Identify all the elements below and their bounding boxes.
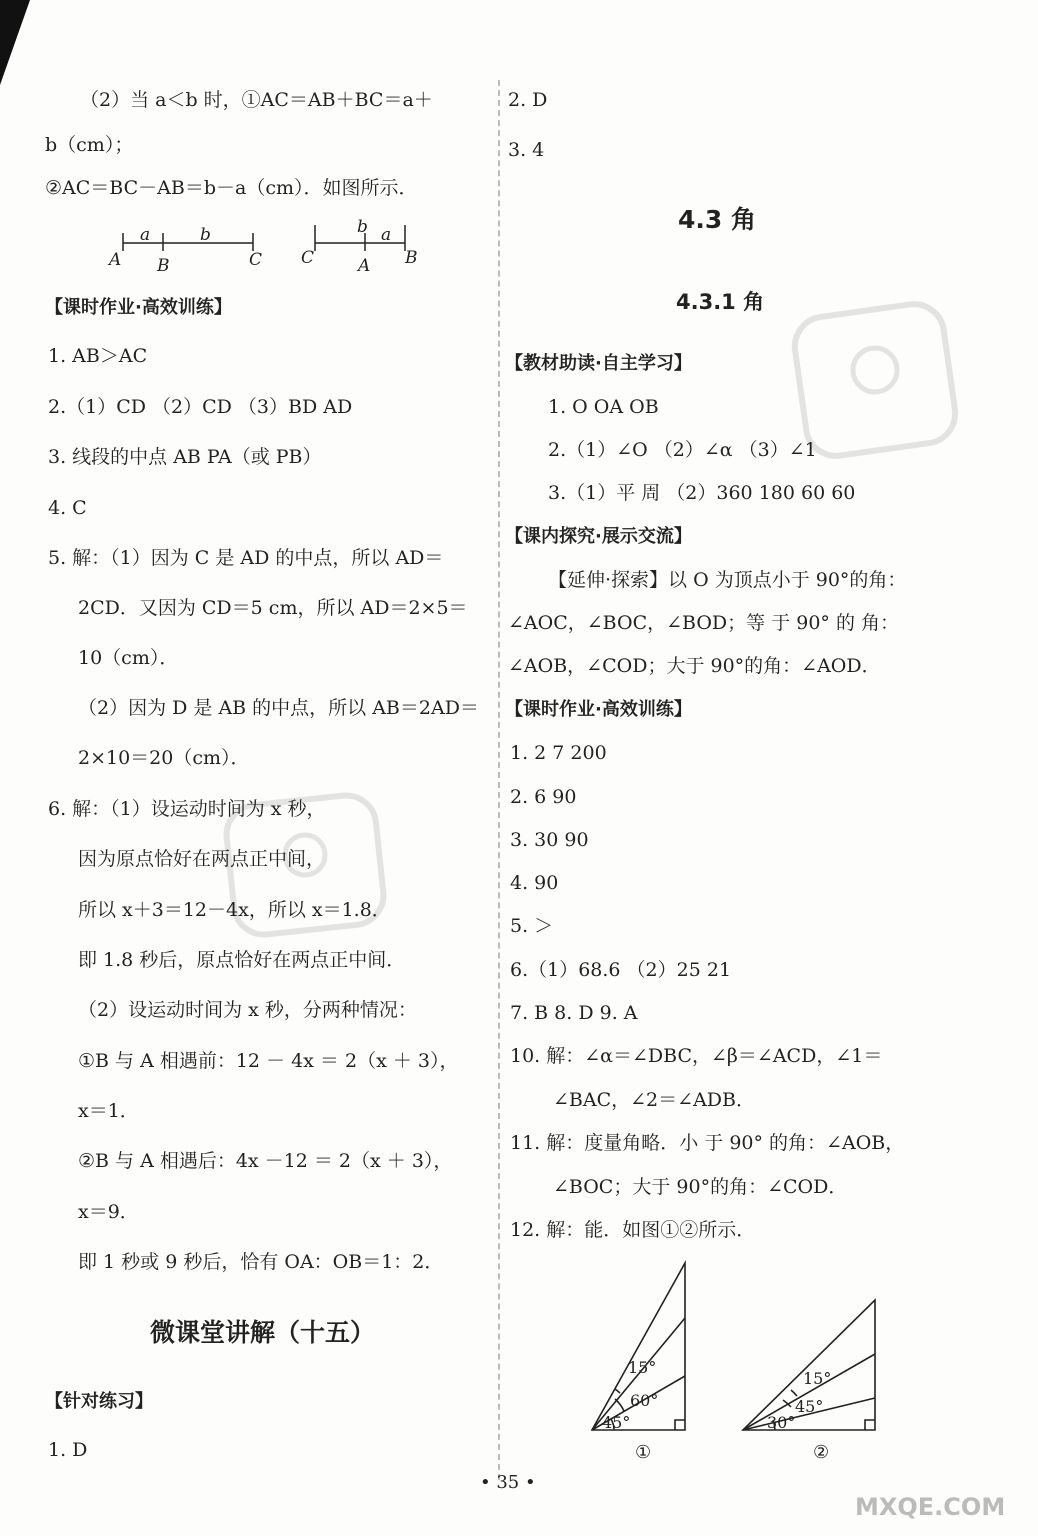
answer-line: 3. 4 xyxy=(508,139,545,161)
answer-line: 2.（1）∠O （2）∠α （3）∠1 xyxy=(548,439,817,461)
answer-line: ∠AOB，∠COD；大于 90°的角：∠AOD． xyxy=(508,655,881,677)
answer-line: 5. ＞ xyxy=(510,915,554,937)
label-b: b xyxy=(200,225,211,245)
section-heading: 【课时作业·高效训练】 xyxy=(45,297,232,318)
text-line: （2）当 a＜b 时，①AC＝AB＋BC＝a＋ xyxy=(80,89,433,111)
answer-line: 所以 x＋3＝12－4x，所以 x＝1.8． xyxy=(78,899,391,921)
angle-15: 15° xyxy=(803,1369,832,1388)
text-line: ②AC＝BC－AB＝b－a（cm）．如图所示． xyxy=(45,177,418,199)
angle-45: 45° xyxy=(795,1397,824,1416)
answer-line: 1. D xyxy=(48,1439,88,1461)
section-heading: 【课内探究·展示交流】 xyxy=(505,526,692,547)
label-A: A xyxy=(358,256,371,276)
answer-line: ②B 与 A 相遇后：4x －12 ＝ 2（x ＋ 3）， xyxy=(78,1150,453,1172)
answer-line: 6. 解：（1）设运动时间为 x 秒， xyxy=(48,798,326,820)
answer-line: 2. 6 90 xyxy=(510,786,577,808)
micro-lesson-title: 微课堂讲解（十五） xyxy=(150,1318,376,1347)
watermark-stamp xyxy=(790,300,960,460)
triangle-figure-1 xyxy=(580,1258,700,1468)
answer-line: 因为原点恰好在两点正中间， xyxy=(78,848,326,870)
answer-line: ∠BOC；大于 90°的角：∠COD． xyxy=(553,1176,848,1198)
label-B: B xyxy=(157,256,170,276)
answer-line: 7. B 8. D 9. A xyxy=(510,1002,638,1024)
answer-line: ①B 与 A 相遇前：12 － 4x ＝ 2（x ＋ 3）， xyxy=(78,1050,459,1072)
label-a: a xyxy=(381,225,392,245)
angle-30: 30° xyxy=(767,1413,796,1432)
angle-45: 45° xyxy=(602,1413,631,1432)
answer-line: 2.（1）CD （2）CD （3）BD AD xyxy=(48,396,353,418)
watermark-stamp xyxy=(220,790,390,940)
answer-line: 10. 解：∠α＝∠DBC，∠β＝∠ACD，∠1＝ xyxy=(510,1045,883,1067)
answer-line: （2）因为 D 是 AB 的中点，所以 AB＝2AD＝ xyxy=(78,697,479,719)
section-title: 4.3 角 xyxy=(678,205,756,234)
triangle-figure-2 xyxy=(735,1290,895,1468)
answer-line: 3.（1）平 周 （2）360 180 60 60 xyxy=(548,482,856,504)
figure-label: ① xyxy=(635,1442,652,1463)
page-number: • 35 • xyxy=(480,1472,536,1493)
answer-line: 2CD．又因为 CD＝5 cm，所以 AD＝2×5＝ xyxy=(78,597,468,619)
answer-line: x＝1． xyxy=(78,1100,139,1122)
answer-line: 4. C xyxy=(48,497,87,519)
segment-figure xyxy=(105,215,435,277)
answer-line: 2×10＝20（cm）． xyxy=(78,747,250,769)
label-b: b xyxy=(357,217,368,237)
answer-line: 3. 30 90 xyxy=(510,829,589,851)
answer-line: 5. 解：（1）因为 C 是 AD 的中点，所以 AD＝ xyxy=(48,547,444,569)
answer-line: 1. 2 7 200 xyxy=(510,742,607,764)
answer-line: 10（cm）． xyxy=(78,647,179,669)
column-divider xyxy=(498,80,500,1480)
answer-line: 1. AB＞AC xyxy=(48,345,148,367)
answer-line: 12. 解：能．如图①②所示． xyxy=(510,1219,756,1241)
label-C: C xyxy=(301,248,315,268)
angle-60: 60° xyxy=(630,1391,659,1410)
answer-line: 11. 解：度量角略．小 于 90° 的角：∠AOB， xyxy=(510,1132,905,1154)
answer-line: 即 1 秒或 9 秒后，恰有 OA：OB＝1：2． xyxy=(78,1251,444,1273)
label-a: a xyxy=(140,225,151,245)
section-heading: 【针对练习】 xyxy=(45,1391,153,1412)
label-C: C xyxy=(249,250,263,270)
section-heading: 【课时作业·高效训练】 xyxy=(505,699,692,720)
answer-line: 3. 线段的中点 AB PA（或 PB） xyxy=(48,446,322,468)
text-line: b（cm）； xyxy=(45,134,134,156)
answer-line: 6.（1）68.6 （2）25 21 xyxy=(510,959,732,981)
figure-label: ② xyxy=(813,1442,830,1463)
answer-line: ∠AOC，∠BOC，∠BOD；等 于 90° 的 角： xyxy=(508,612,899,634)
angle-15: 15° xyxy=(628,1358,657,1377)
page-corner-shadow xyxy=(0,0,40,90)
answer-line: 【延伸·探索】以 O 为顶点小于 90°的角： xyxy=(548,569,907,591)
label-A: A xyxy=(109,250,122,270)
section-heading: 【教材助读·自主学习】 xyxy=(505,353,692,374)
label-B: B xyxy=(405,248,418,268)
answer-line: 1. O OA OB xyxy=(548,396,659,418)
answer-line: 即 1.8 秒后，原点恰好在两点正中间． xyxy=(78,949,406,971)
answer-line: （2）设运动时间为 x 秒，分两种情况： xyxy=(78,999,417,1021)
answer-line: 2. D xyxy=(508,89,548,111)
answer-line: ∠BAC，∠2＝∠ADB． xyxy=(553,1089,755,1111)
answer-line: x＝9． xyxy=(78,1201,139,1223)
answer-line: 4. 90 xyxy=(510,872,559,894)
watermark-text: MXQE.COM xyxy=(855,1493,1006,1521)
subsection-title: 4.3.1 角 xyxy=(676,290,765,314)
